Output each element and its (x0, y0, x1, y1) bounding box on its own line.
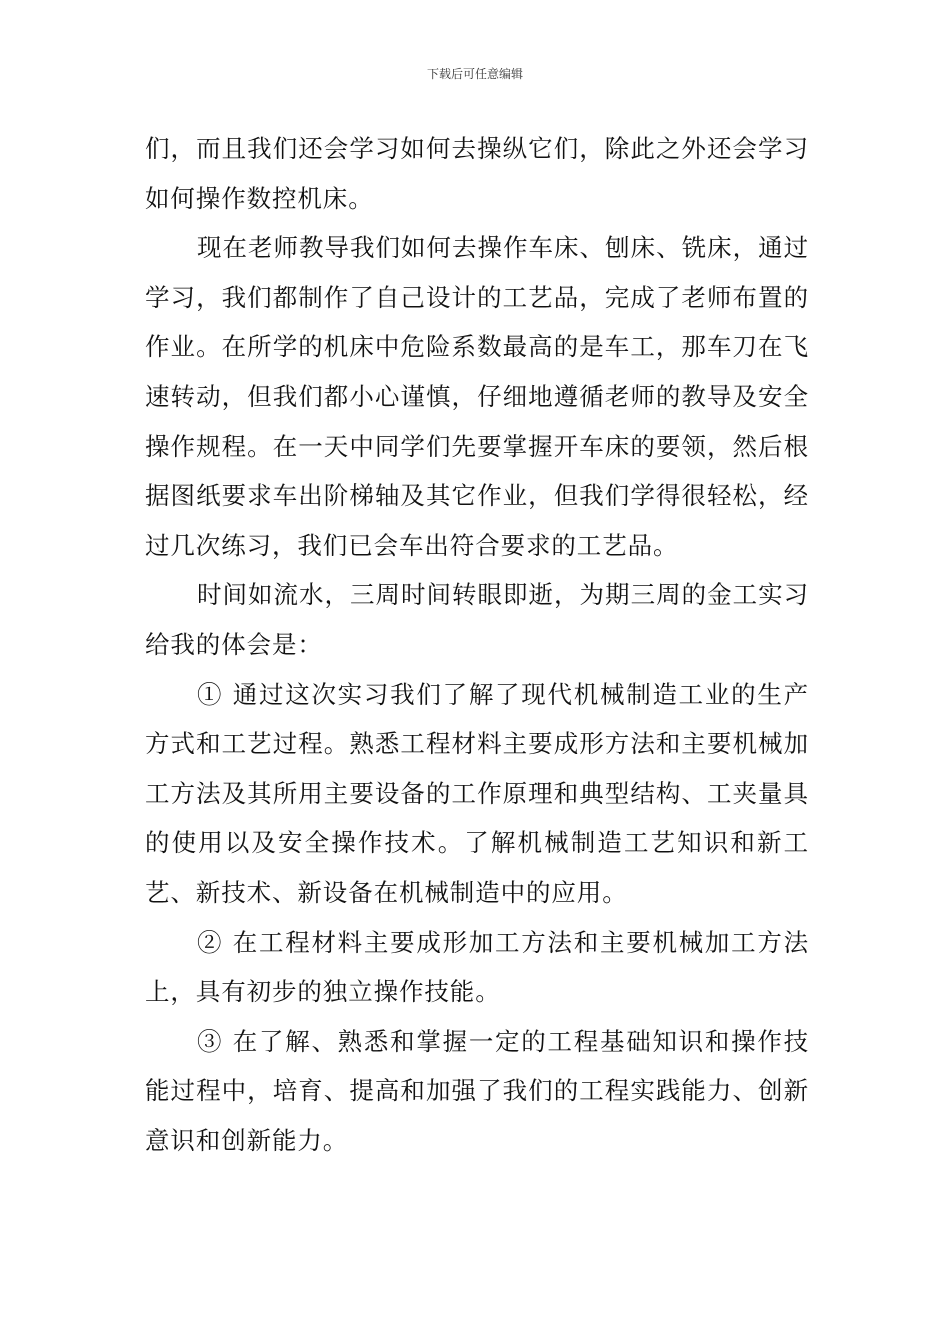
paragraph-reflection-intro: 时间如流水，三周时间转眼即逝，为期三周的金工实习给我的体会是： (145, 580, 809, 659)
paragraph-continuation: 们，而且我们还会学习如何去操纵它们，除此之外还会学习如何操作数控机床。 (145, 134, 809, 213)
paragraph-point-1: ① 通过这次实习我们了解了现代机械制造工业的生产方式和工艺过程。熟悉工程材料主要成形方法和主要机械加工方法及其所用主要设备的工作原理和典型结构、工夹量具的使用以及安全操作技术。了解机械制造工艺知识和新工艺、新技术、新设备在机械制造中的应用。 (145, 679, 809, 907)
paragraph-point-2: ② 在工程材料主要成形加工方法和主要机械加工方法上，具有初步的独立操作技能。 (145, 927, 809, 1007)
document-body (145, 124, 809, 1165)
page-header: 下载后可任意编辑 (426, 67, 523, 81)
paragraph-lathe-training: 现在老师教导我们如何去操作车床、刨床、铣床，通过学习，我们都制作了自己设计的工艺品，完成了老师布置的作业。在所学的机床中危险系数最高的是车工，那车刀在飞速转动，但我们都小心谨慎，仔细地遵循老师的教导及安全操作规程。在一天中同学们先要掌握开车床的要领，然后根据图纸要求车出阶梯轴及其它作业，但我们学得很轻松，经过几次练习，我们已会车出符合要求的工艺品。 (145, 233, 809, 560)
paragraph-point-3: ③ 在了解、熟悉和掌握一定的工程基础知识和操作技能过程中，培育、提高和加强了我们的工程实践能力、创新意识和创新能力。 (145, 1026, 809, 1155)
